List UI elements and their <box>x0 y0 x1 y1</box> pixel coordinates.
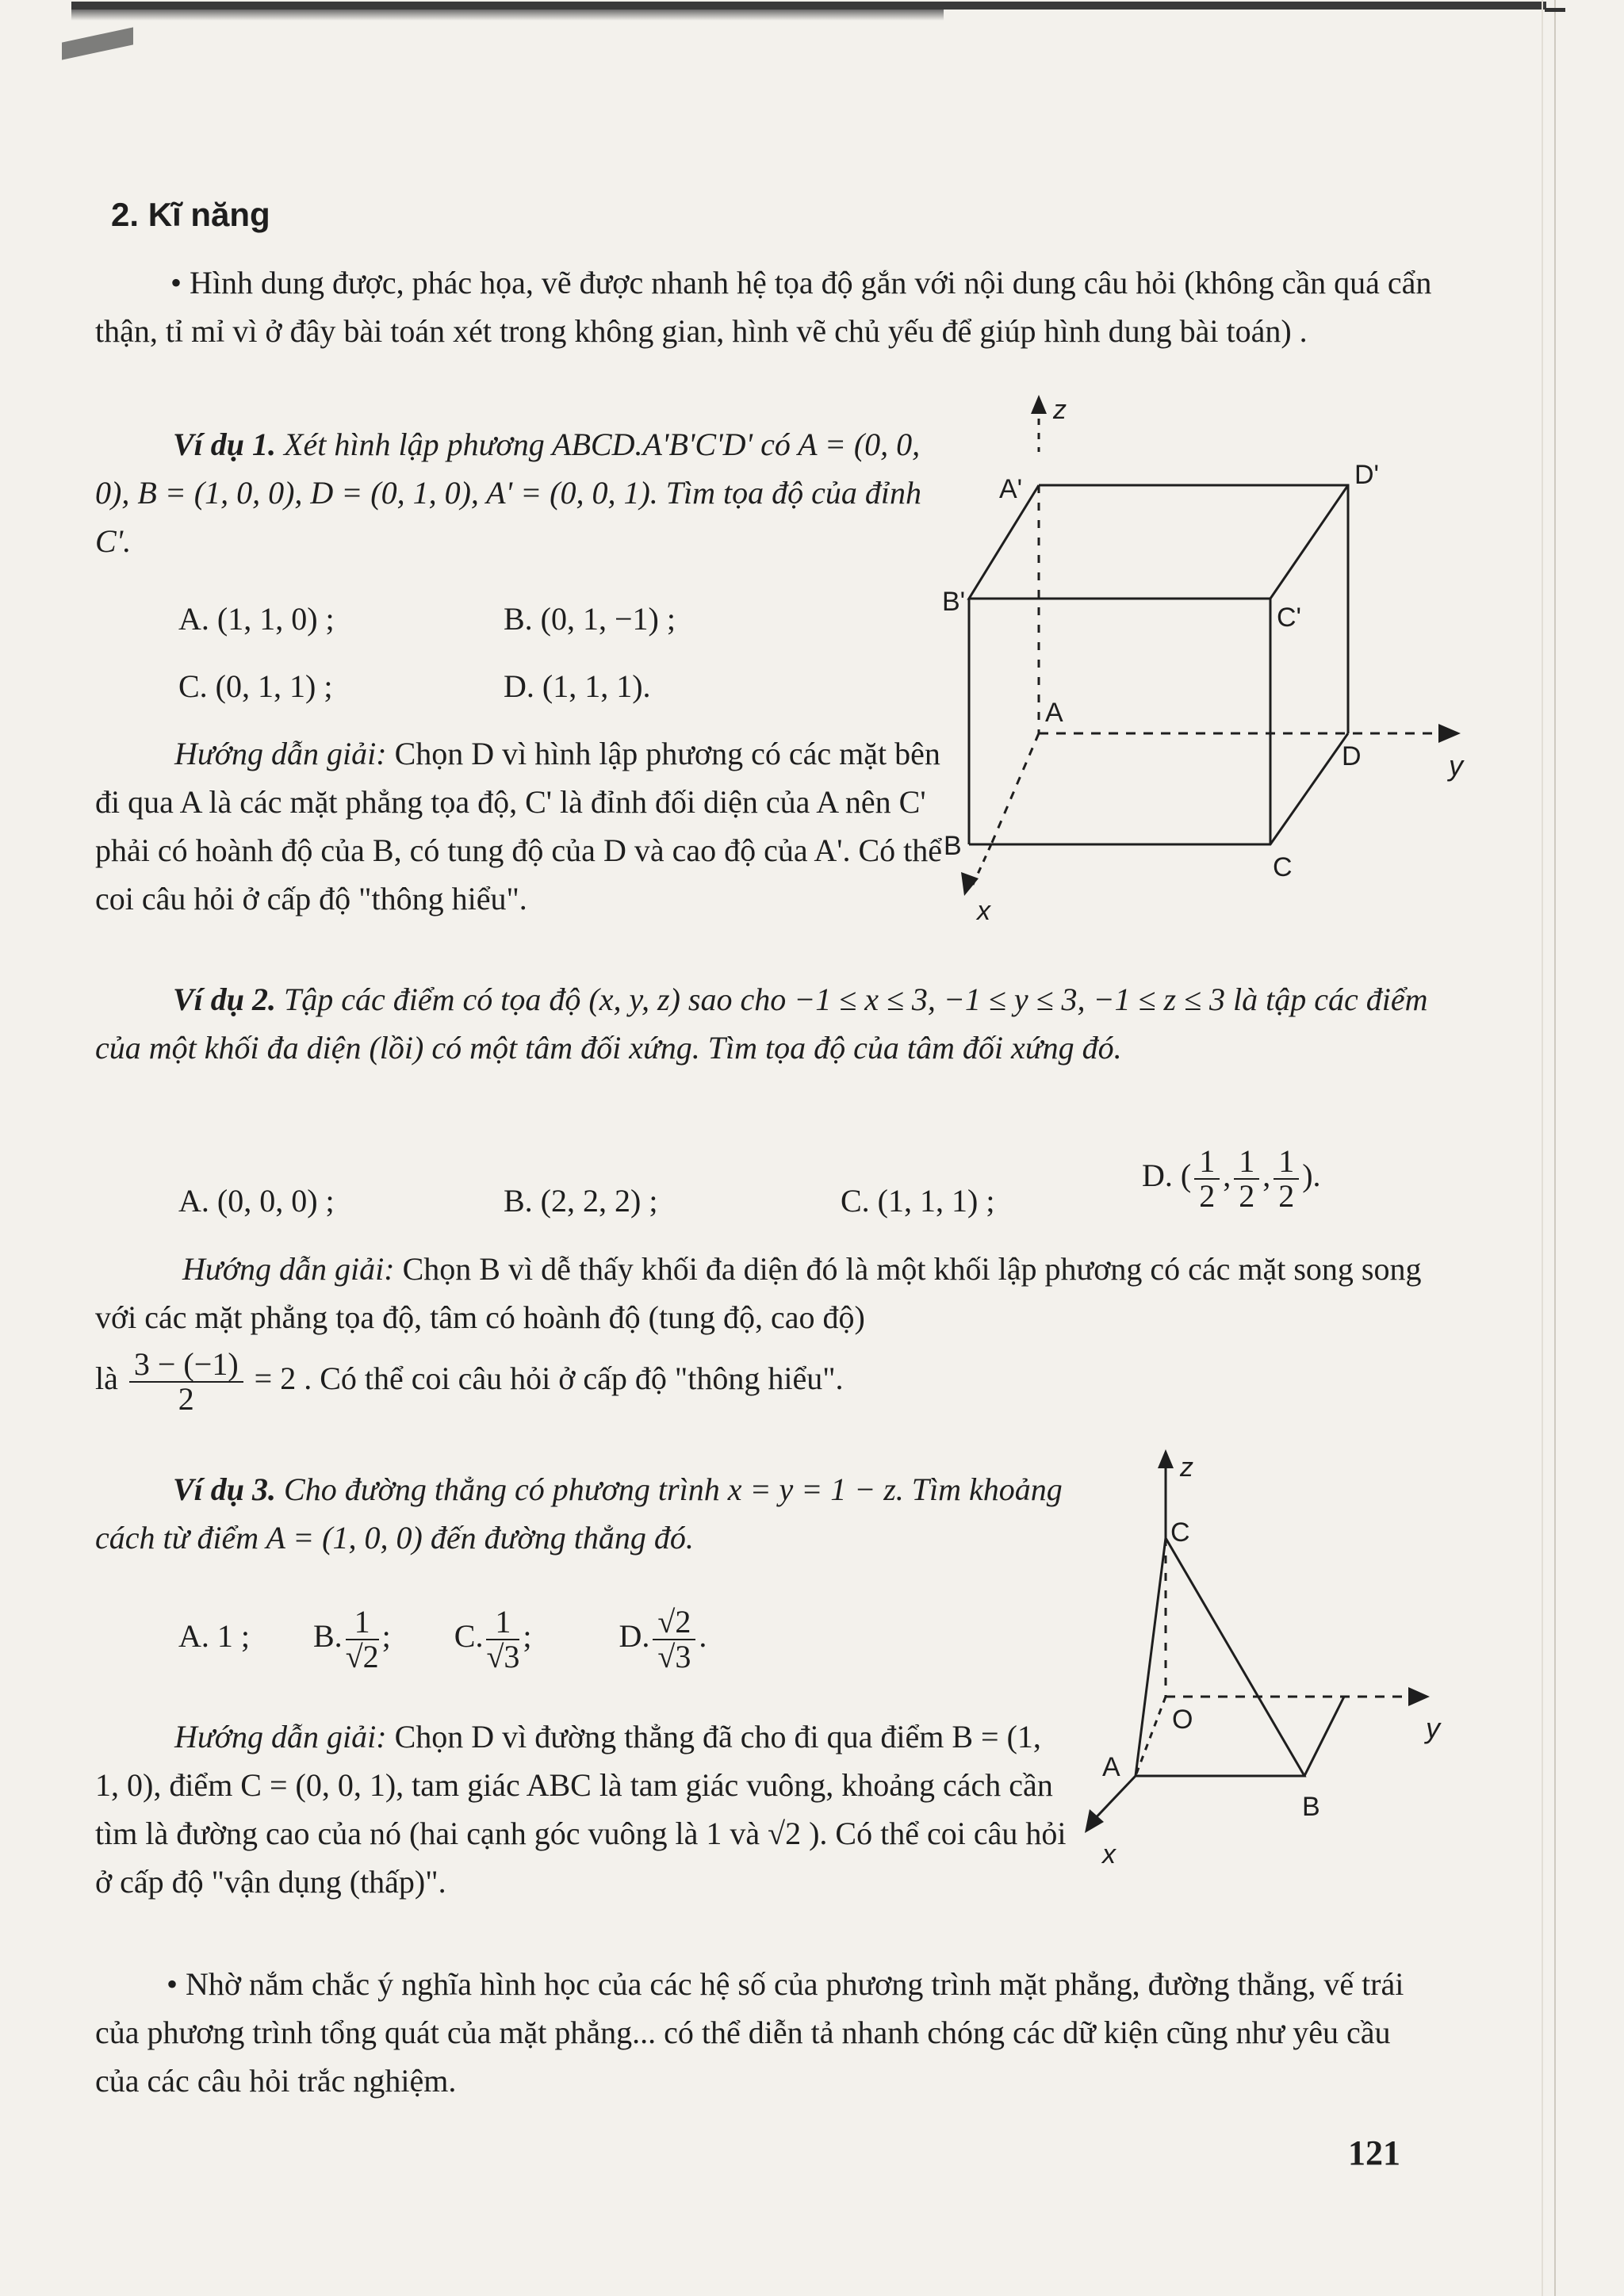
cube-x-axis-label: x <box>977 896 990 926</box>
example-3-guide-label: Hướng dẫn giải: <box>174 1719 387 1755</box>
cube-vertex-c: C <box>1273 852 1293 882</box>
intro-paragraph: • Hình dung được, phác họa, vẽ được nhanh hệ tọa độ gắn với nội dung câu hỏi (không cần quá cẩn thận, tỉ mỉ vì ở đây bài toán xét trong không gian, hình vẽ chủ yếu để giúp hình dung bài toán) . <box>95 265 1432 349</box>
example-1-label: Ví dụ 1. <box>173 427 277 462</box>
example-3-option-a: A. 1 ; <box>178 1618 250 1655</box>
page-edge <box>1542 0 1543 2296</box>
triangle-vertex-c: C <box>1170 1517 1190 1548</box>
cube-vertex-a: A <box>1045 698 1063 728</box>
example-1-guide-text: Chọn D vì hình lập phương có các mặt bên đi qua A là các mặt phẳng tọa độ, C' là đỉnh đối diện của A nên C' phải có hoành độ của B, có tung độ của D và cao độ của A'. Có thể coi câu hỏi ở cấp độ "thông hiểu". <box>95 736 943 916</box>
fraction-half: $\frac{1}{2}$ <box>1194 1145 1220 1213</box>
cube-vertex-d-prime: D' <box>1354 460 1380 490</box>
example-1-option-d: D. (1, 1, 1). <box>504 668 651 704</box>
example-3-guide <box>95 1712 1071 1906</box>
option-d-prefix: D. ( <box>1142 1158 1192 1194</box>
example-2-guide-conclusion: = 2 . Có thể coi câu hỏi ở cấp độ "thông hiểu". <box>254 1360 844 1397</box>
cube-vertex-b-prime: B' <box>942 587 966 617</box>
example-3-guide-text: Chọn D vì đường thẳng đã cho đi qua điểm B = (1, 1, 0), điểm C = (0, 0, 1), tam giác ABC là tam giác vuông, khoảng cách cần tìm là đường cao của nó (hai cạnh góc vuông là 1 và √2 ). Có thể coi câu hỏi ở cấp độ "vận dụng (thấp)". <box>95 1719 1067 1900</box>
example-2-option-a: A. (0, 0, 0) ; <box>178 1183 335 1219</box>
example-1-question: Xét hình lập phương ABCD.A'B'C'D' có A = (0, 0, 0), B = (1, 0, 0), D = (0, 1, 0), A' = (0, 0, 1). Tìm tọa độ của đỉnh C'. <box>95 427 922 559</box>
page-edge <box>1554 0 1556 2296</box>
example-3-option-b: B. <box>313 1618 343 1655</box>
example-1-option-a: A. (1, 1, 0) ; <box>178 601 335 637</box>
cube-vertex-b: B <box>944 831 962 861</box>
example-2-option-c: C. (1, 1, 1) ; <box>841 1183 995 1219</box>
example-3-options: A. 1 ; B. $\frac{1}{√2}$ ; C. $\frac{1}{√3}$ ; D. $\frac{√2}{√3}$ . <box>178 1604 707 1674</box>
example-2-guide <box>95 1245 1435 1341</box>
example-3-text <box>95 1465 1071 1562</box>
triangle-vertex-b: B <box>1302 1792 1320 1822</box>
triangle-figure <box>1078 1443 1459 1871</box>
triangle-y-axis-label: y <box>1426 1712 1440 1744</box>
fraction-1-over-sqrt2: $\frac{1}{√2}$ <box>345 1604 379 1674</box>
scan-mark <box>62 27 133 59</box>
triangle-vertex-a: A <box>1102 1752 1120 1782</box>
example-2-option-b: B. (2, 2, 2) ; <box>504 1183 658 1219</box>
fraction-half: $\frac{1}{2}$ <box>1274 1145 1299 1213</box>
top-border-shadow <box>71 10 944 21</box>
example-1-guide <box>95 729 952 923</box>
example-2-guide-end <box>95 1348 1435 1416</box>
cube-y-axis-label: y <box>1449 749 1463 782</box>
center-fraction: $\frac{3 - (-1)}{2}$ <box>129 1348 243 1416</box>
word-la: là <box>95 1360 118 1397</box>
fraction-1-over-sqrt3: $\frac{1}{√3}$ <box>486 1604 520 1674</box>
example-1-option-b: B. (0, 1, −1) ; <box>504 601 676 637</box>
triangle-x-axis-label: x <box>1102 1839 1116 1869</box>
cube-vertex-c-prime: C' <box>1277 603 1302 633</box>
example-1-option-c: C. (0, 1, 1) ; <box>178 668 333 704</box>
example-2-text <box>95 975 1435 1072</box>
option-d-suffix: ). <box>1302 1158 1321 1194</box>
example-2-question: Tập các điểm có tọa độ (x, y, z) sao cho −1 ≤ x ≤ 3, −1 ≤ y ≤ 3, −1 ≤ z ≤ 3 là tập các điểm của một khối đa diện (lồi) có một tâm đối xứng. Tìm tọa độ của tâm đối xứng đó. <box>95 982 1428 1066</box>
example-3-option-c: C. <box>454 1618 484 1655</box>
example-2-guide-text: Chọn B vì dễ thấy khối đa diện đó là một khối lập phương có các mặt song song với các mặt phẳng tọa độ, tâm có hoành độ (tung độ, cao độ) <box>95 1251 1422 1335</box>
top-border <box>71 2 1546 10</box>
example-2-option-d: D. ( $\frac{1}{2}$ , $\frac{1}{2}$ , $\frac{1}{2}$ ). <box>1142 1143 1321 1214</box>
section-heading: 2. Kĩ năng <box>111 196 270 233</box>
fraction-sqrt2-over-sqrt3: $\frac{√2}{√3}$ <box>653 1605 695 1674</box>
example-3-question: Cho đường thẳng có phương trình x = y = 1 − z. Tìm khoảng cách từ điểm A = (1, 0, 0) đến đường thẳng đó. <box>95 1471 1063 1556</box>
cube-figure <box>942 395 1483 936</box>
edge-tick <box>1545 8 1565 12</box>
cube-vertex-a-prime: A' <box>999 474 1023 504</box>
example-3-option-d: D. <box>619 1618 650 1655</box>
example-2-guide-label: Hướng dẫn giải: <box>182 1251 395 1287</box>
example-2-label: Ví dụ 2. <box>173 982 277 1017</box>
cube-vertex-d: D <box>1342 741 1362 771</box>
cube-z-axis-label: z <box>1053 395 1067 425</box>
fraction-half: $\frac{1}{2}$ <box>1234 1145 1259 1213</box>
triangle-z-axis-label: z <box>1180 1452 1193 1483</box>
example-1-guide-label: Hướng dẫn giải: <box>174 736 387 771</box>
closing-paragraph: • Nhờ nắm chắc ý nghĩa hình học của các hệ số của phương trình mặt phẳng, đường thẳng, vế trái của phương trình tổng quát của mặt phẳng... có thể diễn tả nhanh chóng các dữ kiện cũng như yêu cầu của các câu hỏi trắc nghiệm. <box>95 1966 1404 2099</box>
example-3-label: Ví dụ 3. <box>173 1471 277 1507</box>
page-number: 121 <box>1348 2133 1400 2172</box>
triangle-origin-o: O <box>1172 1705 1193 1735</box>
example-1-text <box>95 420 952 565</box>
